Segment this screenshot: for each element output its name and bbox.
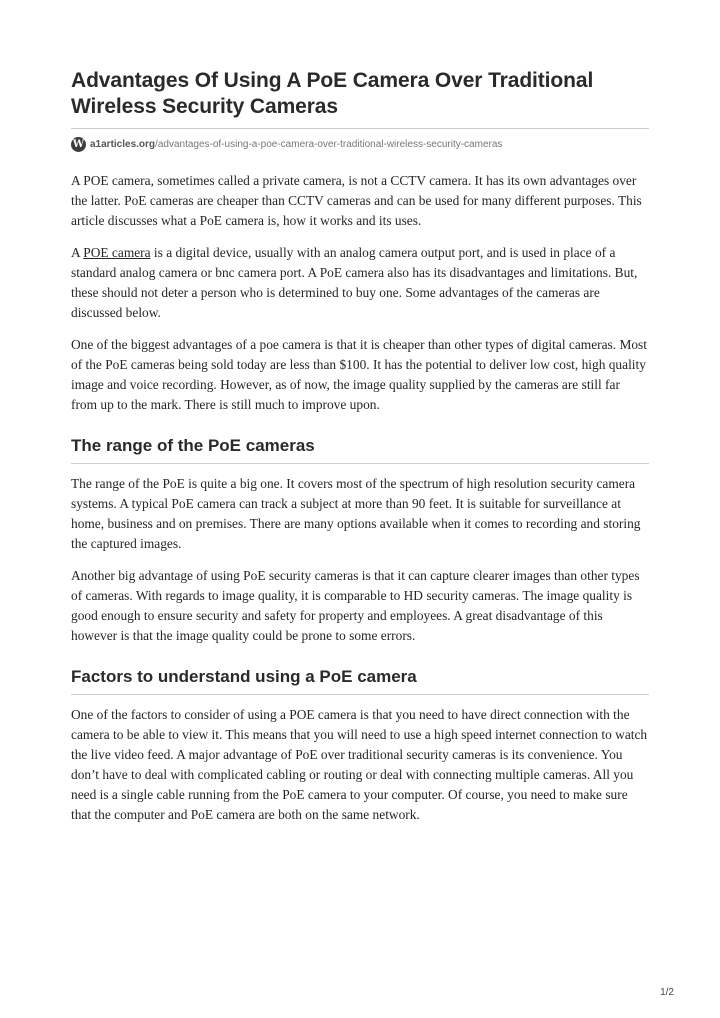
poe-camera-link[interactable]: POE camera [83, 245, 151, 260]
title-divider [71, 128, 649, 129]
paragraph-2-prefix: A [71, 245, 84, 260]
paragraph-2 [71, 243, 649, 323]
paragraph-range-2: Another big advantage of using PoE security cameras is that it can capture clearer images than other types of cameras. With regards to image quality, it is comparable to HD security cameras. The image quality is good enough to ensure security and safety for property and employees. A great disadvantage of this however is that the image quality could be prone to some errors. [71, 568, 640, 643]
paragraph-3: One of the biggest advantages of a poe camera is that it is cheaper than other types of digital cameras. Most of the PoE cameras being sold today are less than $100. It has the potential to deliver low cost, high quality image and voice recording. However, as of now, the image quality supplied by the cameras are still far from up to the mark. There is still much to improve upon. [71, 337, 647, 412]
paragraph-1: A POE camera, sometimes called a private camera, is not a CCTV camera. It has its own advantages over the latter. PoE cameras are cheaper than CCTV cameras and can be used for many different purposes. This article discusses what a PoE camera is, how it works and its uses. [71, 173, 642, 228]
paragraph-factors-1: One of the factors to consider of using a POE camera is that you need to have direct connection with the camera to be able to view it. This means that you will need to use a high speed internet connection to watch the live video feed. A major advantage of PoE over traditional security cameras is its convenience. You don’t have to deal with complicated cabling or routing or deal with connecting multiple cameras. All you need is a single cable running from the PoE camera to your computer. Of course, you need to make sure that the computer and PoE camera are both on the same network. [71, 707, 648, 822]
section-heading-range: The range of the PoE cameras [71, 436, 315, 455]
section-divider [71, 463, 649, 464]
source-path[interactable]: /advantages-of-using-a-poe-camera-over-traditional-wireless-security-cameras [155, 138, 503, 150]
source-domain[interactable]: a1articles.org [90, 138, 156, 150]
page-number: 1/2 [660, 987, 674, 998]
section-heading-factors: Factors to understand using a PoE camera [71, 667, 417, 686]
section-divider [71, 694, 649, 695]
article-title: Advantages Of Using A PoE Camera Over Traditional Wireless Security Cameras [71, 69, 594, 118]
source-line [71, 133, 649, 155]
article [71, 68, 649, 837]
paragraph-range-1: The range of the PoE is quite a big one. It covers most of the spectrum of high resolution security camera systems. A typical PoE camera can track a subject at more than 90 feet. It is suitable for surveillance at home, business and on premises. There are many options available when it comes to recording and storing the captured images. [71, 476, 641, 551]
wordpress-icon: W [72, 138, 85, 150]
paragraph-2-suffix: is a digital device, usually with an analog camera output port, and is used in place of a standard analog camera or bnc camera port. A PoE camera also has its disadvantages and limitations. But, these should not deter a person who is determined to buy one. Some advantages of the cameras are discussed below. [71, 245, 638, 320]
